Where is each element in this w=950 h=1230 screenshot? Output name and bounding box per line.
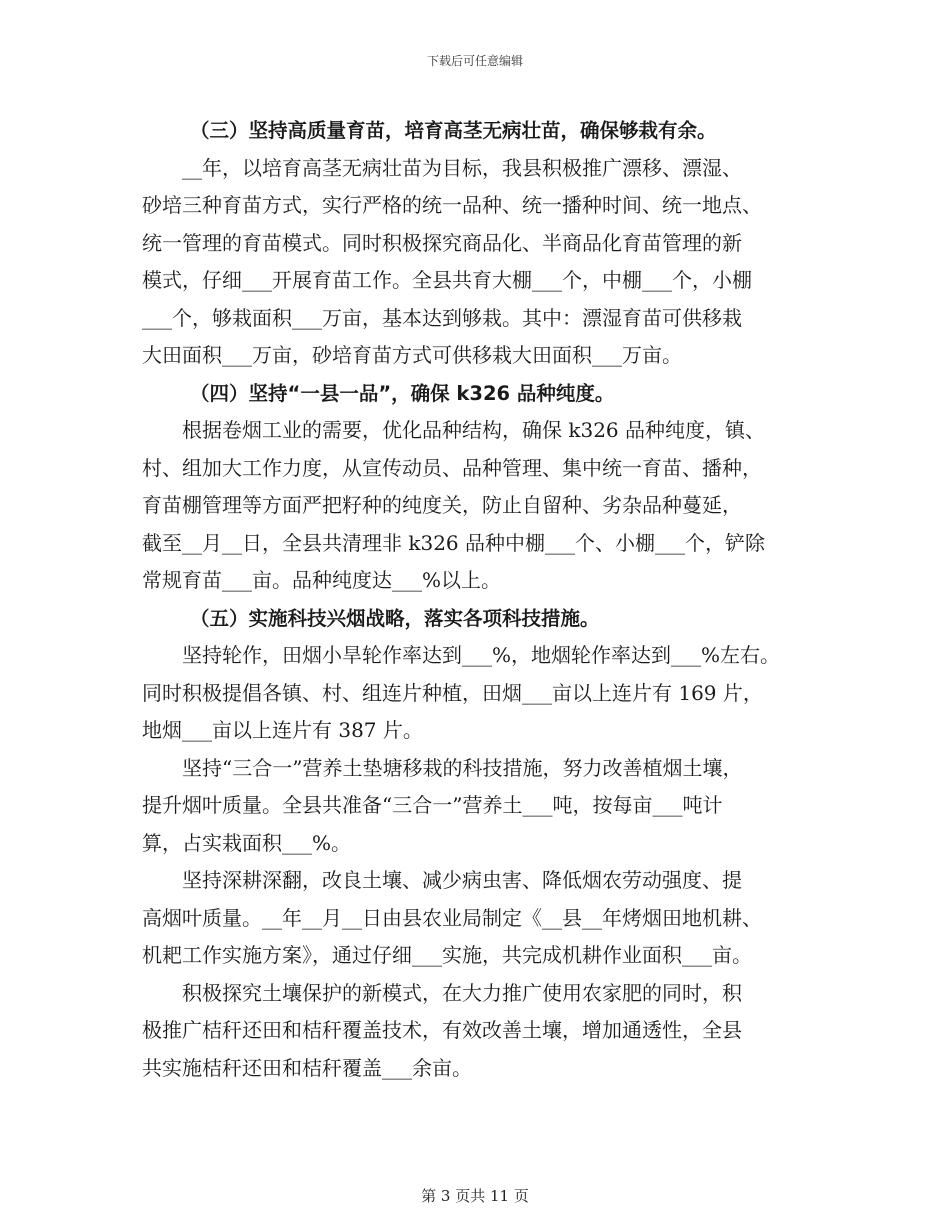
paragraph-line: 算，占实栽面积___%。 bbox=[142, 830, 352, 855]
paragraph-line: __年，以培育高茎无病壮苗为目标，我县积极推广漂移、漂湿、 bbox=[182, 155, 742, 180]
page-footer: 第 3 页共 11 页 bbox=[421, 1187, 529, 1205]
paragraph-line: 模式，仔细___开展育苗工作。全县共育大棚___个，中棚___个，小棚 bbox=[142, 268, 752, 292]
paragraph-line: 常规育苗___亩。品种纯度达___%以上。 bbox=[142, 568, 502, 592]
paragraph-line: 极推广桔秆还田和桔秆覆盖技术，有效改善土壤，增加通透性，全县 bbox=[142, 1018, 742, 1042]
page-header: 下载后可任意编辑 bbox=[426, 54, 523, 68]
paragraph-line: 育苗棚管理等方面严把籽种的纯度关，防止自留种、劣杂品种蔓延， bbox=[142, 493, 742, 517]
paragraph-line: 同时积极提倡各镇、村、组连片种植，田烟___亩以上连片有 169 片， bbox=[142, 680, 763, 705]
paragraph-line: ___个，够栽面积___万亩，基本达到够栽。其中：漂湿育苗可供移栽 bbox=[142, 305, 742, 330]
paragraph-line: 共实施桔秆还田和桔秆覆盖___余亩。 bbox=[142, 1055, 472, 1080]
paragraph-line: 大田面积___万亩，砂培育苗方式可供移栽大田面积___万亩。 bbox=[142, 343, 682, 367]
paragraph-line: 高烟叶质量。__年__月__日由县农业局制定《__县__年烤烟田地机耕、 bbox=[142, 905, 762, 930]
document-body bbox=[142, 112, 810, 1087]
paragraph-line: 坚持“三合一”营养土垫塘移栽的科技措施，努力改善植烟土壤， bbox=[182, 755, 743, 780]
paragraph-line: 截至__月__日，全县共清理非 k326 品种中棚___个、小棚___个，铲除 bbox=[142, 530, 766, 555]
paragraph-line: 积极探究土壤保护的新模式，在大力推广使用农家肥的同时，积 bbox=[182, 980, 742, 1005]
section-heading-4: （四）坚持“一县一品”，确保 k326 品种纯度。 bbox=[190, 381, 615, 405]
paragraph-line: 村、组加大工作力度，从宣传动员、品种管理、集中统一育苗、播种， bbox=[142, 455, 762, 480]
paragraph-line: 坚持轮作，田烟小旱轮作率达到___%，地烟轮作率达到___%左右。 bbox=[182, 643, 781, 667]
paragraph-line: 坚持深耕深翻，改良土壤、减少病虫害、降低烟农劳动强度、提 bbox=[182, 868, 742, 892]
section-heading-3: （三）坚持高质量育苗，培育高茎无病壮苗，确保够栽有余。 bbox=[190, 119, 717, 142]
paragraph-line: 砂培三种育苗方式，实行严格的统一品种、统一播种时间、统一地点、 bbox=[142, 193, 762, 217]
section-heading-5: （五）实施科技兴烟战略，落实各项科技措施。 bbox=[190, 606, 600, 630]
paragraph-line: 机耙工作实施方案》，通过仔细___实施，共完成机耕作业面积___亩。 bbox=[142, 943, 752, 967]
paragraph-line: 提升烟叶质量。全县共准备“三合一”营养土___吨，按每亩___吨计 bbox=[142, 793, 723, 817]
paragraph-line: 统一管理的育苗模式。同时积极探究商品化、半商品化育苗管理的新 bbox=[142, 230, 742, 255]
paragraph-line: 地烟___亩以上连片有 387 片。 bbox=[142, 718, 423, 742]
paragraph-line: 根据卷烟工业的需要，优化品种结构，确保 k326 品种纯度，镇、 bbox=[182, 418, 766, 442]
